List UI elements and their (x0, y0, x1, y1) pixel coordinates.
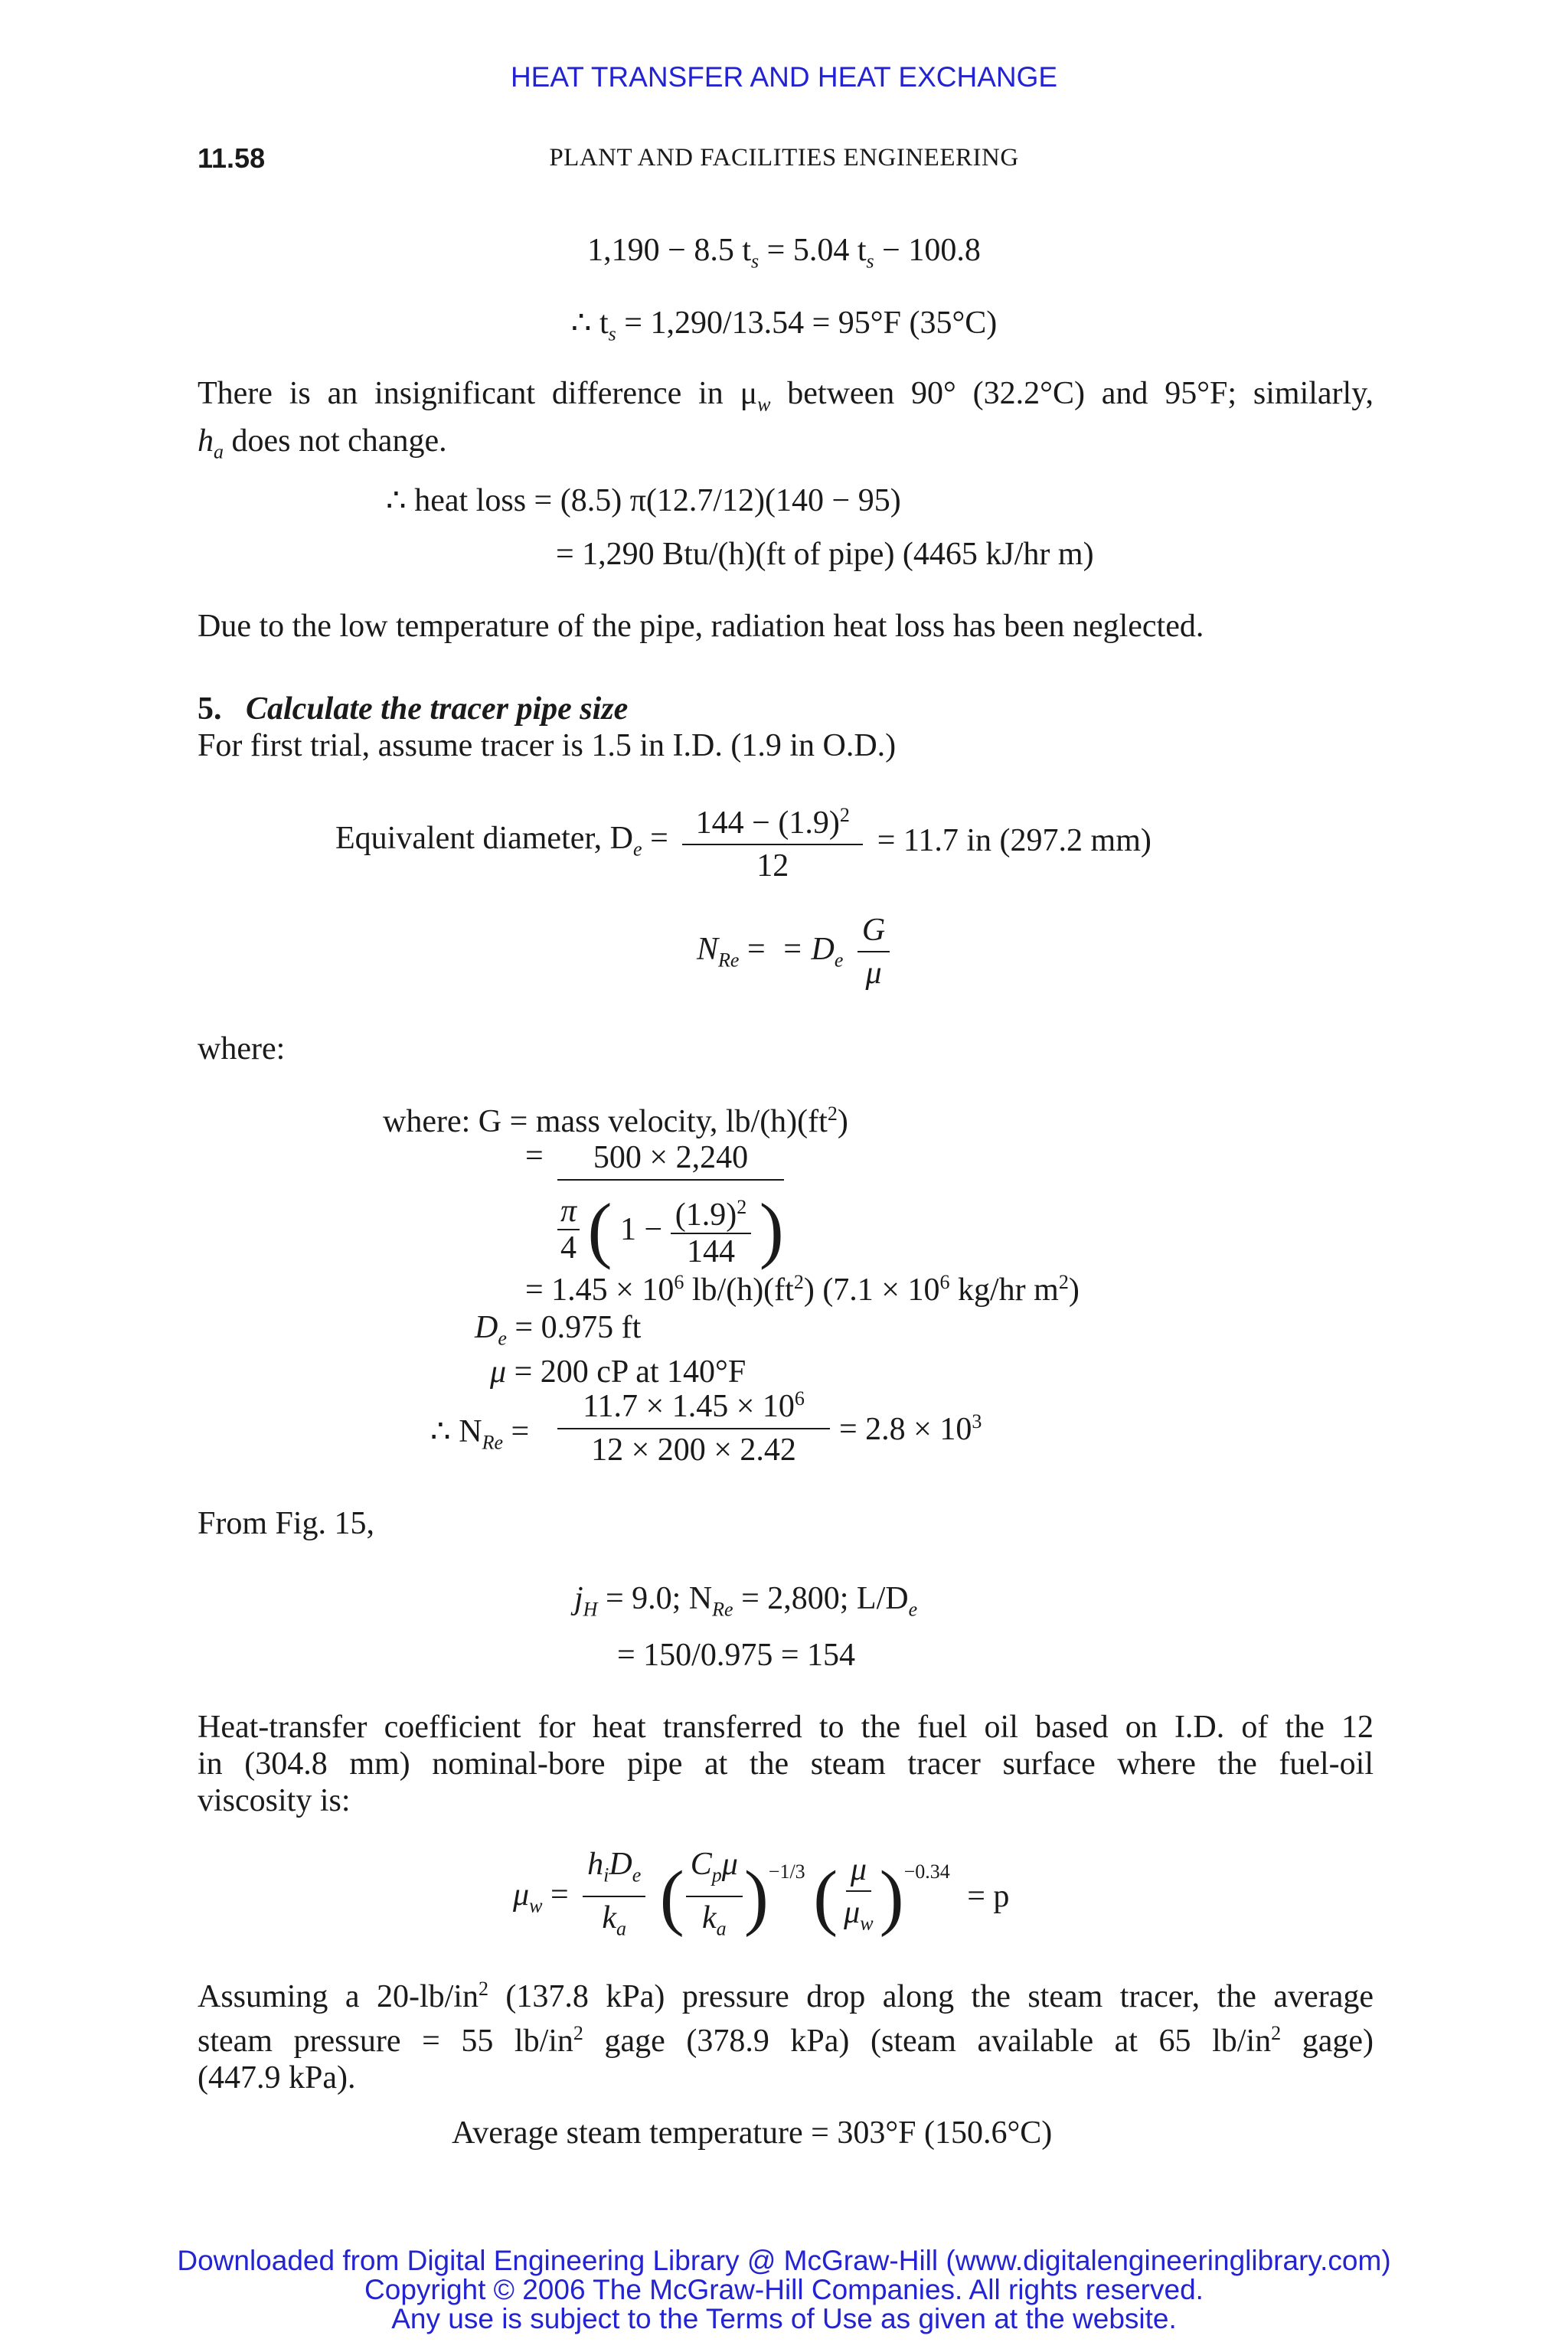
eq-text: N (697, 932, 719, 968)
running-head: PLANT AND FACILITIES ENGINEERING (549, 144, 1019, 172)
footer-terms[interactable]: Any use is subject to the Terms of Use as given at the website. (391, 2303, 1177, 2334)
eq-text: h (587, 1847, 604, 1882)
eq1-part: = 5.04 t (759, 233, 867, 268)
jh-line2: = 150/0.975 = 154 (617, 1638, 856, 1673)
eq-text: μ (846, 1852, 871, 1892)
eq-text: = 200 cP at 140°F (514, 1354, 746, 1390)
eq-text: = D (773, 932, 835, 968)
eq-text: k (701, 1900, 717, 1936)
text-line: viscosity is: (198, 1783, 351, 1818)
right-paren: ) (759, 1188, 784, 1270)
right-paren: ) (743, 1855, 769, 1938)
eq-text: j (574, 1581, 583, 1616)
eq-text: D (475, 1310, 498, 1345)
eq-text: lb/(h)(ft (684, 1272, 794, 1308)
eq2-part: ∴ t (570, 305, 609, 341)
step-title: Calculate the tracer pipe size (246, 691, 629, 727)
footer-copyright[interactable]: Copyright © 2006 The McGraw-Hill Companies. All rights reserved. (364, 2274, 1204, 2305)
eq-text: = 0.975 ft (514, 1310, 642, 1345)
nre-denominator: 12 × 200 × 2.42 (591, 1432, 796, 1468)
left-paren: ( (587, 1188, 612, 1270)
mu-over-mu-w: $\frac{\mu}{\mu_w}$ (844, 1852, 874, 1935)
mu-value (490, 1354, 746, 1390)
nre-lhs: ∴ $N_{Re}$ = (430, 1414, 530, 1454)
g-fraction-numerator: 500 × 2,240 (557, 1139, 784, 1181)
left-paren: ( (659, 1855, 684, 1938)
eq2-part: = 1,290/13.54 = 95°F (35°C) (616, 305, 998, 341)
equivalent-diameter-equation: Equivalent diameter, $D_e$ = $\frac{144 - (1.9)^2}{12}$ = 11.7 in (297.2 mm) (335, 798, 1152, 884)
eq-text: Equivalent diameter, D (335, 821, 634, 857)
hi-de-over-ka: $\frac{h_iD_e}{k_a}$ (583, 1847, 645, 1947)
paragraph-steam-pressure: Assuming a $20-lb/in^2$ (137.8 kPa) pressure drop along the steam tracer, the average steam pressure = 55 $lb/in^2$ gage (378.9 kPa) (steam available at 65 $lb/in^2$ gage) (447.9 kPa). (198, 1978, 1374, 2096)
heat-loss-line2: = 1,290 Btu/(h)(ft of pipe) (4465 kJ/hr m) (556, 537, 1094, 572)
eq-text: 144 (686, 1234, 735, 1269)
eq-text: = 2.8 × 10 (839, 1412, 972, 1447)
step-5-heading (198, 691, 628, 727)
eq-text: μ (844, 1895, 861, 1931)
exponent: −0.34 (903, 1860, 950, 1883)
text-span: between 90° (32.2°C) and 95°F; similarly, (770, 376, 1374, 411)
nre-numerator: $11.7 \times 1.45 \times 10^6$ (557, 1387, 830, 1429)
g-fraction-denominator (557, 1190, 784, 1282)
text-span: steam pressure = 55 lb/in (198, 2024, 573, 2059)
g-result: = $1.45 \times 10^6$ $lb/(h)(ft^2) (7.1 \times 10^6$ kg/hr $m^2$) (525, 1271, 1080, 1308)
text-line: (447.9 kPa). (198, 2060, 356, 2096)
text-span: h (198, 423, 214, 459)
eq1-part: 1,190 − 8.5 t (587, 233, 752, 268)
from-fig-15: From Fig. 15, (198, 1506, 375, 1541)
inner-fraction: $\frac{(1.9)^2}{144}$ (671, 1190, 751, 1269)
eq-text: 144 − (1.9) (695, 805, 840, 841)
chapter-title-link[interactable]: HEAT TRANSFER AND HEAT EXCHANGE (510, 61, 1058, 93)
reynolds-definition: $N_{Re}$ = = $D_e$ $\frac{G}{\mu}$ (697, 913, 896, 991)
eq-text: 4 (560, 1230, 577, 1266)
jh-line1: $j_H = 9.0$; $N_{Re} = 2,800$; $L/D_e$ (574, 1581, 918, 1621)
eq-text: = p (967, 1879, 1010, 1915)
text-span: Assuming a 20-lb/in (198, 1979, 479, 2014)
paragraph-viscosity: There is an insignificant difference in $\mu_w$ between 90° (32.2°C) and 95°F; similarly, $h_a$ does not change. (198, 376, 1374, 463)
de-value: $D_e = 0.975$ ft (475, 1310, 642, 1350)
left-paren: ( (813, 1855, 838, 1938)
step-5-text: For first trial, assume tracer is 1.5 in I.D. (1.9 in O.D.) (198, 728, 897, 763)
exponent: −1/3 (768, 1860, 805, 1883)
equation-ts-result: ∴ $t_s = 1,290/13.54 = 95^\circ F$ (35°C) (570, 305, 998, 345)
step-number: 5. (198, 691, 222, 727)
where-g-def: where: G = mass velocity, $lb/(h)(ft^2)$ (383, 1102, 848, 1139)
average-steam-temperature: Average steam temperature = 303°F (150.6°C) (452, 2115, 1053, 2151)
eq-text: = 9.0; N (597, 1581, 713, 1616)
eq-text: = 11.7 in (297.2 mm) (877, 823, 1152, 858)
eq-text: = 2,800; L/D (733, 1581, 909, 1616)
nre-result: = $2.8 \times 10^3$ (839, 1410, 982, 1447)
text-span: gage) (1281, 2024, 1374, 2059)
text-span: gage (378.9 kPa) (steam available at 65 lb/in (583, 2024, 1272, 2059)
paragraph-radiation: Due to the low temperature of the pipe, radiation heat loss has been neglected. (198, 609, 1204, 644)
eq-text: μ (490, 1354, 507, 1390)
g-over-mu (858, 913, 890, 991)
text-span: (137.8 kPa) pressure drop along the steam tracer, the average (488, 1979, 1374, 2014)
cp-mu-over-ka: $\frac{C_p\mu}{k_a}$ (686, 1847, 743, 1947)
eq-text: k (602, 1900, 617, 1936)
g-equals: = (525, 1138, 544, 1174)
eq-text: ) (7.1 × 10 (803, 1272, 940, 1308)
eq-text: where: G (383, 1104, 502, 1139)
text-span: There is an insignificant difference in μ (198, 376, 758, 411)
equiv-fraction: $\frac{144 - (1.9)^2}{12}$ (682, 798, 863, 884)
eq-text: = mass velocity, lb/(h)(ft (509, 1104, 828, 1139)
eq-text: = 1.45 × 10 (525, 1272, 675, 1308)
footer-download-link[interactable]: Downloaded from Digital Engineering Library @ McGraw-Hill (www.digitalengineeringlibrary.com) (177, 2245, 1391, 2276)
paragraph-heat-transfer (198, 1709, 1374, 1819)
eq-text: 12 (756, 848, 789, 884)
pi-over-4 (557, 1194, 580, 1266)
text-span: does not change. (224, 423, 447, 459)
eq-text: C (690, 1847, 712, 1882)
page-number: 11.58 (198, 142, 266, 174)
eq-text: μ (865, 956, 882, 991)
eq1-part: − 100.8 (874, 233, 981, 268)
right-paren: ) (879, 1855, 904, 1938)
eq-text: 1 − (620, 1212, 663, 1247)
mu-w-equation: $\mu_w$ = $\frac{h_iD_e}{k_a}$ ( $\frac{C_p\mu}{k_a}$ )$^{-1/3}$ ( $\frac{\mu}{\mu_w}$ )$^{-0.34}$ = p (513, 1847, 1009, 1946)
text-line: in (304.8 mm) nominal-bore pipe at the steam tracer surface where the fuel-oil (198, 1746, 1374, 1782)
where-label: where: (198, 1031, 286, 1067)
eq-text: kg/hr m (949, 1272, 1059, 1308)
eq-text: 11.7 × 1.45 × 10 (583, 1389, 795, 1424)
equation-surface-temp: 1,190 − 8.5 $t_s = 5.04$ $t_s - 100.8$ (587, 233, 981, 273)
eq-text: π (557, 1194, 580, 1230)
eq-text: (1.9) (675, 1197, 737, 1233)
heat-loss-line1: ∴ heat loss = (8.5) π(12.7/12)(140 − 95) (386, 483, 901, 518)
eq-text: μ (513, 1877, 530, 1913)
eq-text: ∴ N (430, 1414, 482, 1449)
eq-text: G (858, 913, 890, 952)
text-line: Heat-transfer coefficient for heat transferred to the fuel oil based on I.D. of the 12 (198, 1710, 1374, 1745)
